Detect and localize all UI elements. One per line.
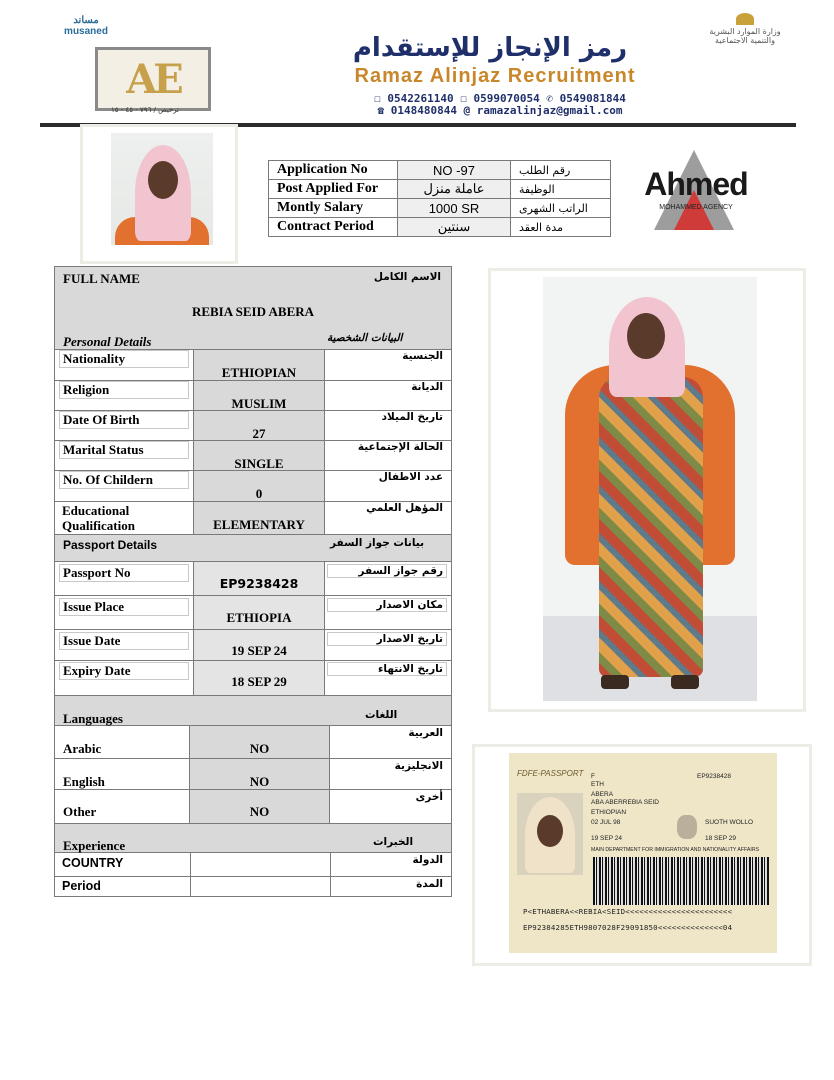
detail-row-nationality xyxy=(54,350,452,381)
language-label-ar: أخرى xyxy=(415,791,443,803)
language-label-ar: العربية xyxy=(408,727,443,739)
full-name-label-ar: الاسم الكامل xyxy=(373,271,441,283)
experience-label-ar-cell xyxy=(331,853,451,876)
detail-label-ar: تاريخ الاصدار xyxy=(327,632,447,646)
detail-value-cell xyxy=(194,502,325,534)
detail-label-cell xyxy=(55,350,194,380)
language-value-cell xyxy=(190,726,330,758)
detail-value: 18 SEP 29 xyxy=(231,674,287,689)
full-body-dress xyxy=(599,377,703,677)
language-label-ar-cell xyxy=(330,790,451,823)
passport-scan-header: FDFE-PASSPORT xyxy=(517,769,584,778)
detail-row-children xyxy=(54,471,452,502)
experience-label-cell xyxy=(55,853,191,876)
detail-value: EP9238428 xyxy=(219,576,299,591)
passport-photo-face xyxy=(537,815,563,847)
application-value: 1000 SR xyxy=(398,199,511,218)
agency-logo xyxy=(636,148,756,236)
languages-title: Languages xyxy=(63,711,123,726)
detail-value-cell xyxy=(194,350,325,380)
language-value-cell xyxy=(190,790,330,823)
application-label-ar: مدة العقد xyxy=(511,218,611,237)
passport-image xyxy=(509,753,777,953)
passport-scan xyxy=(472,744,812,966)
experience-title-ar: الخبرات xyxy=(373,836,414,848)
experience-label: COUNTRY xyxy=(62,856,124,870)
detail-label: Passport No xyxy=(59,564,189,582)
personal-details-title: Personal Details xyxy=(63,334,152,349)
full-name-header xyxy=(54,266,452,292)
left-shoe xyxy=(601,675,629,689)
passport-scan-country: ETH xyxy=(591,781,604,788)
agency-name: Ahmed xyxy=(644,166,748,202)
passport-holder-photo xyxy=(517,793,583,875)
application-label: Post Applied For xyxy=(269,180,398,199)
ministry-logo-text: وزارة الموارد البشرية والتنمية الاجتماعية xyxy=(709,27,781,45)
contact-info xyxy=(250,93,750,117)
detail-label: Issue Date xyxy=(59,632,189,650)
detail-label-ar: عدد الاطفال xyxy=(378,471,443,483)
detail-value-cell xyxy=(194,562,325,595)
application-label-ar: رقم الطلب xyxy=(511,161,611,180)
detail-label-ar: الحالة الإجتماعية xyxy=(357,441,443,453)
detail-label: Date Of Birth xyxy=(59,411,189,429)
application-label: Application No xyxy=(269,161,398,180)
detail-value: 27 xyxy=(252,426,266,441)
detail-value: SINGLE xyxy=(234,456,284,471)
musaned-logo-ar: مساند xyxy=(73,15,99,26)
application-label: Contract Period xyxy=(269,218,398,237)
detail-label-ar: تاريخ الميلاد xyxy=(381,411,443,423)
languages-title-ar: اللغات xyxy=(365,709,398,721)
detail-value-cell xyxy=(194,411,325,440)
application-table xyxy=(268,160,611,237)
experience-label-ar: المدة xyxy=(416,878,443,890)
detail-value: ELEMENTARY xyxy=(213,517,305,532)
detail-row-education xyxy=(54,502,452,535)
experience-label-cell xyxy=(55,877,191,896)
detail-value: 19 SEP 24 xyxy=(231,643,287,658)
application-row xyxy=(269,218,611,237)
detail-label-ar: تاريخ الانتهاء xyxy=(327,662,447,676)
detail-label: Nationality xyxy=(59,350,189,368)
passport-scan-sex: F xyxy=(591,773,595,780)
passport-ghost-photo xyxy=(677,815,697,839)
detail-value-cell xyxy=(194,441,325,470)
detail-label-ar: رقم جواز السفر xyxy=(327,564,447,578)
passport-row-issue-date xyxy=(54,630,452,661)
language-label-ar-cell xyxy=(330,759,451,789)
detail-label-cell xyxy=(55,661,194,695)
detail-label-ar: الديانة xyxy=(411,381,443,393)
detail-label: No. Of Childern xyxy=(59,471,189,489)
language-label-ar: الانجليزية xyxy=(394,760,443,772)
detail-row-dob xyxy=(54,411,452,441)
full-name-label: FULL NAME xyxy=(63,271,140,286)
passport-row-issue-place xyxy=(54,596,452,630)
detail-label: Religion xyxy=(59,381,189,399)
detail-label-ar-cell xyxy=(325,661,451,695)
agency-subtitle: MOHAMMED AGENCY xyxy=(659,204,733,211)
ministry-logo xyxy=(700,13,790,45)
musaned-logo xyxy=(46,15,126,37)
passport-scan-dob: 02 JUL 98 xyxy=(591,819,621,826)
passport-details-header xyxy=(54,535,452,562)
full-body-face xyxy=(627,313,665,359)
company-title-ar: رمز الإنجاز للإستقدام xyxy=(352,33,628,63)
passport-scan-nationality: ETHIOPIAN xyxy=(591,809,627,816)
company-title-en: Ramaz Alinjaz Recruitment xyxy=(354,65,636,87)
detail-label-cell xyxy=(55,502,194,534)
detail-label-cell xyxy=(55,471,194,501)
application-value: سنتين xyxy=(398,218,511,237)
full-name-row xyxy=(54,291,452,321)
detail-value: MUSLIM xyxy=(231,396,287,411)
detail-label-ar-cell xyxy=(325,630,451,660)
detail-label: Expiry Date xyxy=(59,662,189,680)
detail-label-cell xyxy=(55,381,194,410)
ae-logo-text: AE xyxy=(126,56,180,103)
language-row-other xyxy=(54,790,452,824)
passport-scan-place: SUOTH WOLLO xyxy=(705,819,754,826)
experience-row-country xyxy=(54,853,452,877)
application-label-ar: الوظيفة xyxy=(511,180,611,199)
application-label: Montly Salary xyxy=(269,199,398,218)
passport-scan-issue: 19 SEP 24 xyxy=(591,835,622,842)
experience-header xyxy=(54,824,452,853)
passport-details-title-ar: بيانات جواز السفر xyxy=(330,537,425,549)
language-label-cell xyxy=(55,726,190,758)
detail-value-cell xyxy=(194,596,325,629)
detail-value-cell xyxy=(194,381,325,410)
detail-value-cell xyxy=(194,630,325,660)
experience-label: Period xyxy=(62,879,101,893)
full-name-value: REBIA SEID ABERA xyxy=(191,304,315,319)
passport-scan-surname: ABERA xyxy=(591,791,614,798)
language-label: English xyxy=(63,774,105,789)
experience-row-period xyxy=(54,877,452,897)
passport-row-number xyxy=(54,562,452,596)
detail-label-ar-cell xyxy=(325,350,451,380)
language-row-english xyxy=(54,759,452,790)
detail-label-ar-cell xyxy=(325,596,451,629)
detail-label: Issue Place xyxy=(59,598,189,616)
passport-scan-authority: MAIN DEPARTMENT FOR IMMIGRATION AND NATIONALITY AFFAIRS xyxy=(591,847,760,853)
detail-row-marital xyxy=(54,441,452,471)
detail-row-religion xyxy=(54,381,452,411)
language-value: NO xyxy=(249,804,270,819)
full-body-image xyxy=(543,277,757,701)
language-value: NO xyxy=(249,741,270,756)
detail-label-ar-cell xyxy=(325,411,451,440)
detail-label-ar: مكان الاصدار xyxy=(327,598,447,612)
detail-label-ar: الجنسية xyxy=(402,350,443,362)
detail-value: 0 xyxy=(255,486,263,501)
application-value: عاملة منزل xyxy=(398,180,511,199)
headshot-face xyxy=(148,161,178,199)
headshot-image xyxy=(111,133,213,245)
language-value: NO xyxy=(249,774,270,789)
contact-email: ☎ 0148480844 @ ramazalinjaz@gmail.com xyxy=(377,104,623,117)
passport-scan-number: EP9238428 xyxy=(697,773,731,780)
ae-logo xyxy=(95,47,211,111)
contact-phones: ☐ 0542261140 ☐ 0599070054 ✆ 0549081844 xyxy=(374,92,626,105)
detail-label-ar-cell xyxy=(325,441,451,470)
license-number: ترخيص / ٧٩٦ - ٤٥ - ١٥ xyxy=(111,106,179,114)
application-row xyxy=(269,199,611,218)
experience-label-ar: الدولة xyxy=(412,854,443,866)
ministry-emblem-icon xyxy=(736,13,754,25)
application-row xyxy=(269,161,611,180)
detail-value: ETHIOPIAN xyxy=(221,365,297,380)
detail-label-ar-cell xyxy=(325,502,451,534)
detail-value: ETHIOPIA xyxy=(226,610,292,625)
language-label-ar-cell xyxy=(330,726,451,758)
languages-header xyxy=(54,696,452,726)
detail-label-cell xyxy=(55,411,194,440)
passport-mrz-line2: EP92384285ETH9807028F29091850<<<<<<<<<<<<<<04 xyxy=(523,923,733,932)
right-shoe xyxy=(671,675,699,689)
detail-label-cell xyxy=(55,630,194,660)
language-label-cell xyxy=(55,759,190,789)
headshot-photo xyxy=(80,124,238,264)
passport-barcode xyxy=(593,857,769,905)
passport-mrz-line1: P<ETHABERA<<REBIA<SEID<<<<<<<<<<<<<<<<<<<<<<< xyxy=(523,907,733,916)
detail-label: Marital Status xyxy=(59,441,189,459)
detail-label: Educational Qualification xyxy=(62,503,135,533)
passport-scan-given-names: ABA ABERREBIA SEID xyxy=(591,799,659,806)
experience-title: Experience xyxy=(63,838,126,853)
language-value-cell xyxy=(190,759,330,789)
passport-details-title: Passport Details xyxy=(63,538,158,552)
language-label: Arabic xyxy=(63,741,102,756)
detail-label-ar-cell xyxy=(325,471,451,501)
language-label: Other xyxy=(63,804,97,819)
musaned-logo-en: musaned xyxy=(64,26,108,37)
experience-value-cell xyxy=(191,853,331,876)
application-row xyxy=(269,180,611,199)
detail-label-cell xyxy=(55,596,194,629)
application-value: NO -97 xyxy=(398,161,511,180)
detail-label-cell xyxy=(55,441,194,470)
language-label-cell xyxy=(55,790,190,823)
recruitment-banner xyxy=(40,9,796,127)
detail-value-cell xyxy=(194,471,325,501)
experience-label-ar-cell xyxy=(331,877,451,896)
passport-row-expiry-date xyxy=(54,661,452,696)
detail-label-cell xyxy=(55,562,194,595)
detail-label-ar-cell xyxy=(325,381,451,410)
full-body-photo xyxy=(488,268,806,712)
passport-scan-expiry: 18 SEP 29 xyxy=(705,835,736,842)
experience-value-cell xyxy=(191,877,331,896)
detail-label-ar: المؤهل العلمي xyxy=(366,502,443,514)
language-row-arabic xyxy=(54,726,452,759)
personal-details-title-ar: البيانات الشخصية xyxy=(327,332,403,344)
application-label-ar: الراتب الشهرى xyxy=(511,199,611,218)
personal-details-header xyxy=(54,320,452,350)
detail-label-ar-cell xyxy=(325,562,451,595)
detail-value-cell xyxy=(194,661,325,695)
